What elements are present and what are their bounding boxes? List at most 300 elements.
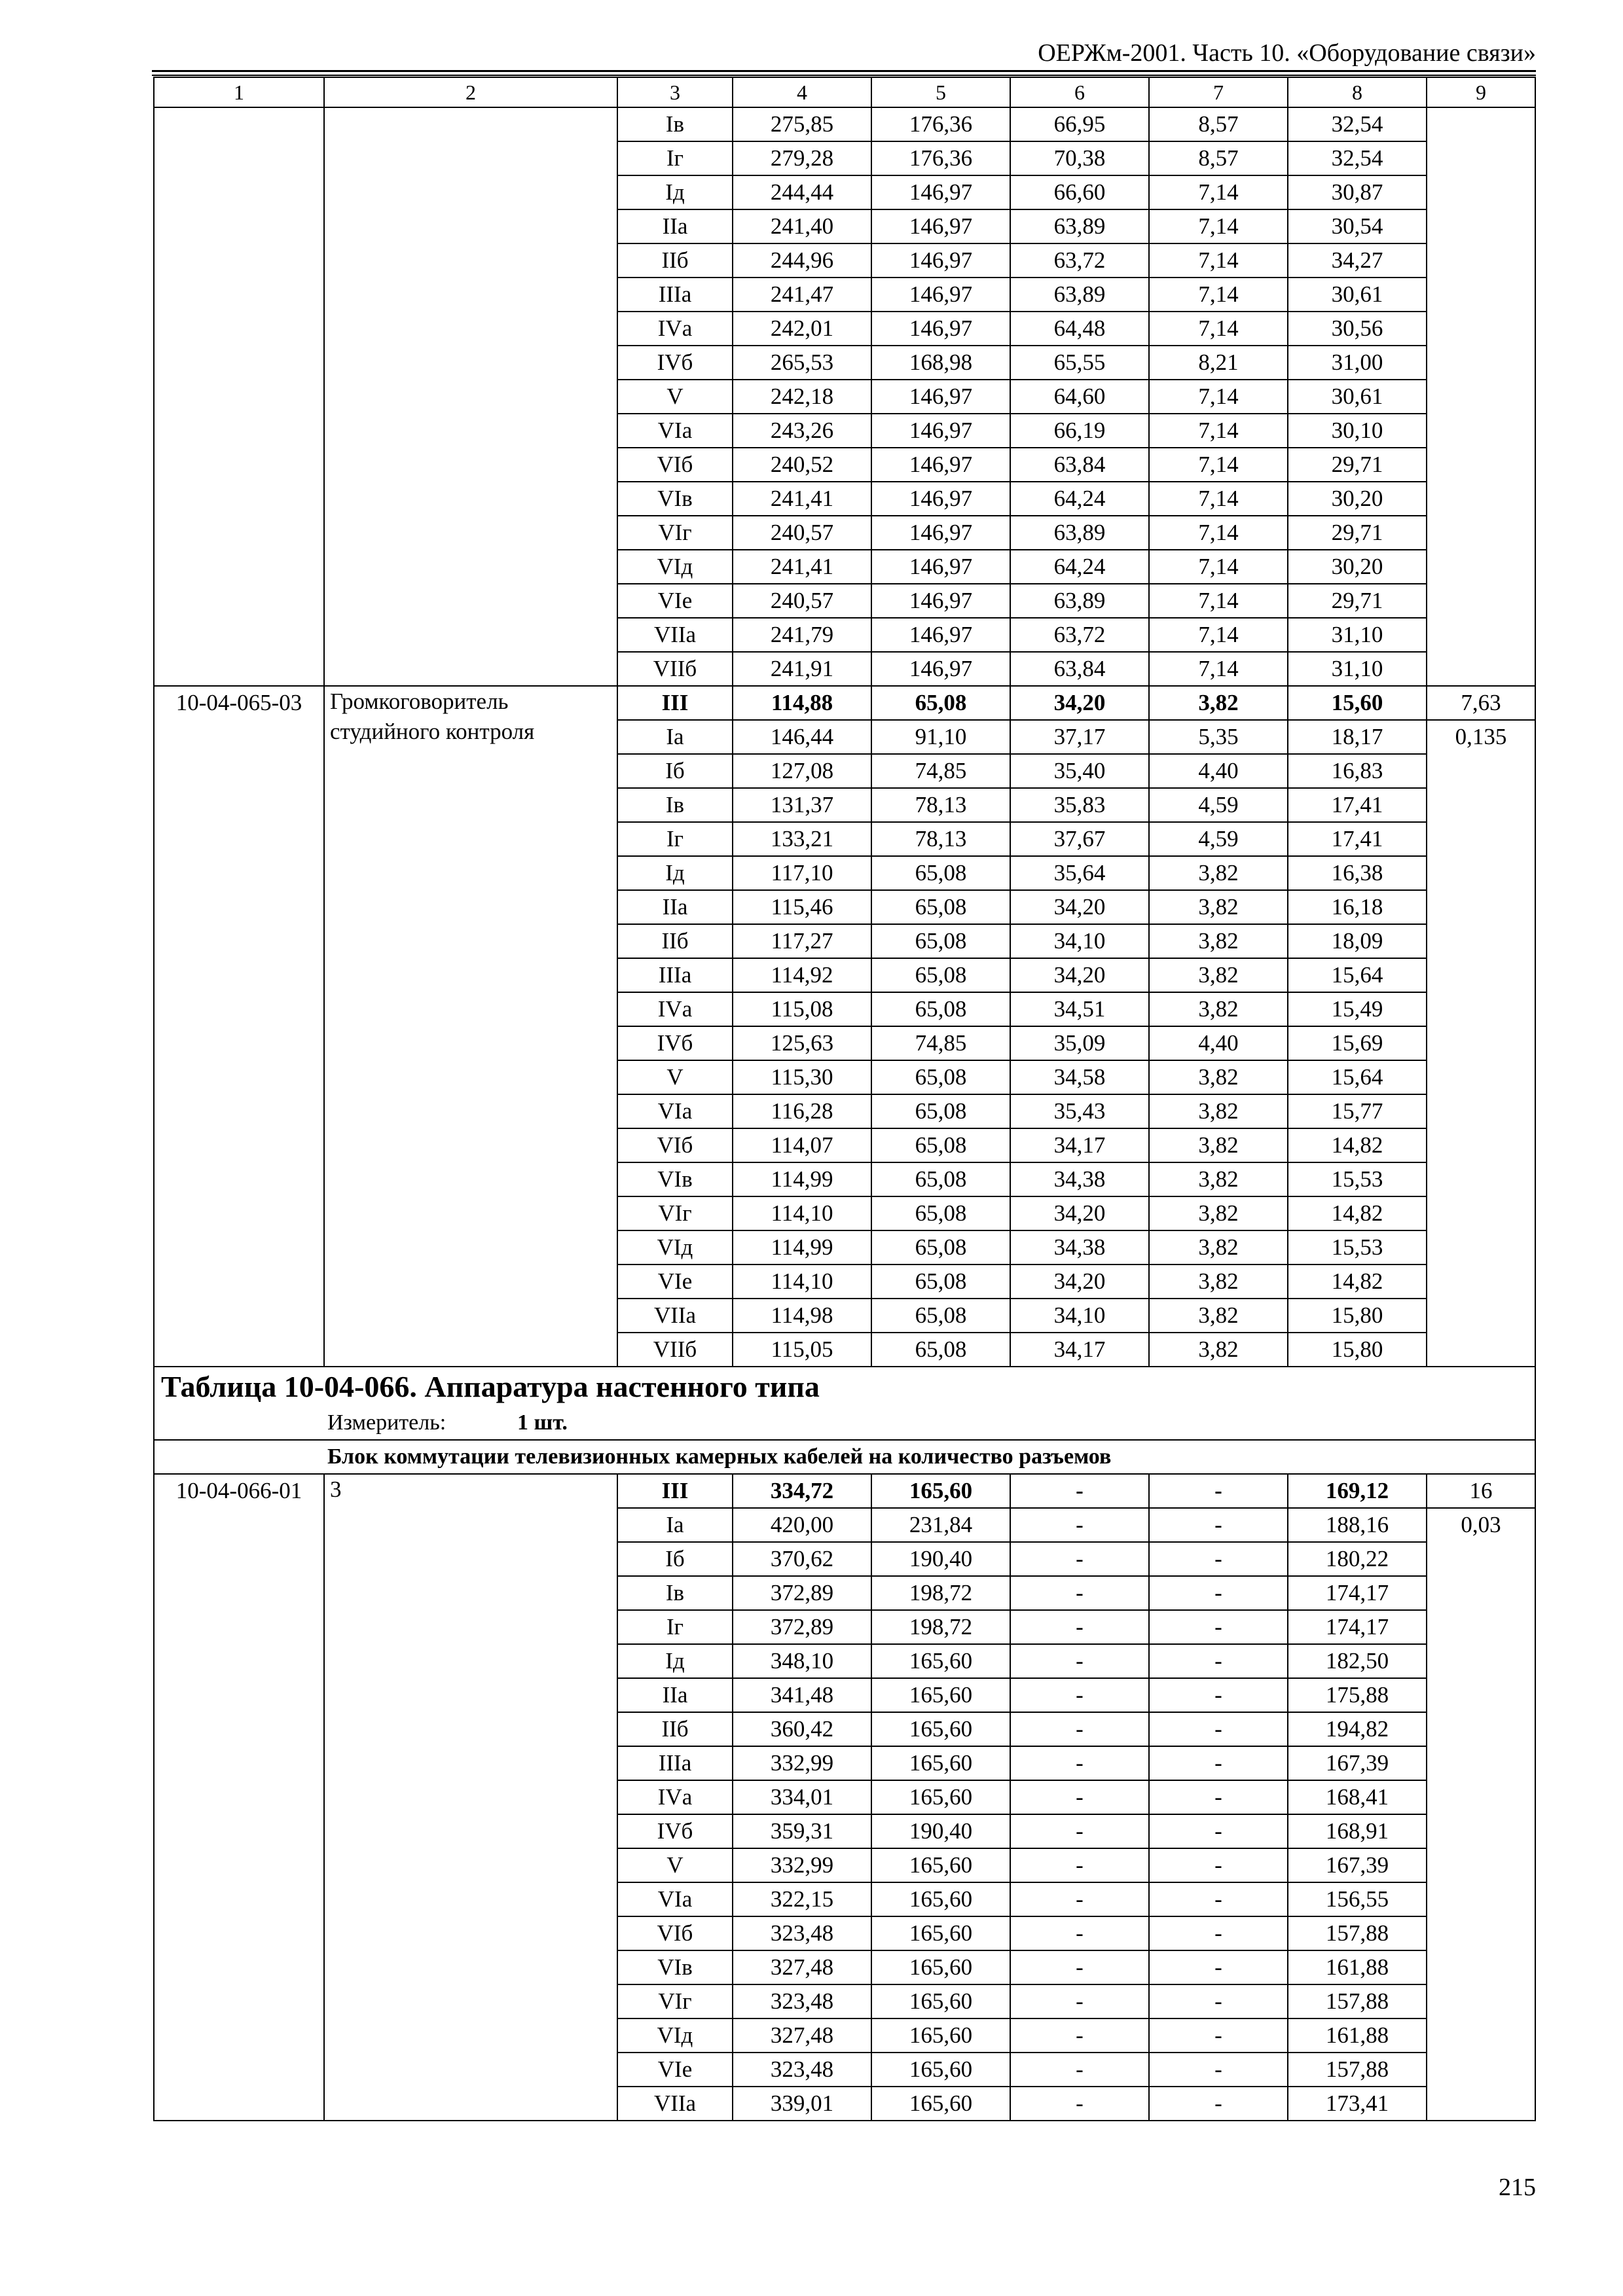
value-cell: - bbox=[1149, 1610, 1288, 1644]
value-cell: 7,14 bbox=[1149, 243, 1288, 278]
value-cell: 63,84 bbox=[1010, 448, 1149, 482]
value-cell: 168,91 bbox=[1288, 1814, 1427, 1848]
value-cell: 74,85 bbox=[871, 1026, 1010, 1060]
column-number: 1 bbox=[154, 77, 324, 107]
value-cell: 161,88 bbox=[1288, 1950, 1427, 1984]
value-cell: 7,14 bbox=[1149, 380, 1288, 414]
column-number: 5 bbox=[871, 77, 1010, 107]
measure-row bbox=[154, 1407, 1535, 1440]
value-cell: 3,82 bbox=[1149, 1060, 1288, 1094]
table-row bbox=[154, 686, 1535, 720]
value-cell: 173,41 bbox=[1288, 2087, 1427, 2121]
value-cell: 176,36 bbox=[871, 107, 1010, 141]
value-cell: 30,61 bbox=[1288, 278, 1427, 312]
value-cell: 74,85 bbox=[871, 754, 1010, 788]
value-cell: - bbox=[1010, 1916, 1149, 1950]
value-cell: 34,10 bbox=[1010, 924, 1149, 958]
value-cell: 165,60 bbox=[871, 1712, 1010, 1746]
value-cell: - bbox=[1149, 1848, 1288, 1882]
value-cell: 240,52 bbox=[733, 448, 871, 482]
value-cell: 114,92 bbox=[733, 958, 871, 992]
value-cell: 14,82 bbox=[1288, 1265, 1427, 1299]
value-cell: - bbox=[1149, 2018, 1288, 2053]
value-cell: 65,08 bbox=[871, 992, 1010, 1026]
running-header: ОЕРЖм-2001. Часть 10. «Оборудование связи» bbox=[1038, 39, 1536, 67]
value-cell: - bbox=[1149, 1780, 1288, 1814]
name-cell-empty bbox=[324, 107, 617, 686]
value-cell: 370,62 bbox=[733, 1542, 871, 1576]
zone-cell: IIIа bbox=[617, 1746, 733, 1780]
column-number: 4 bbox=[733, 77, 871, 107]
value-cell: 156,55 bbox=[1288, 1882, 1427, 1916]
value-cell: 241,91 bbox=[733, 652, 871, 686]
value-cell: 231,84 bbox=[871, 1508, 1010, 1542]
zone-cell: Iа bbox=[617, 1508, 733, 1542]
code-cell-empty bbox=[154, 107, 324, 686]
zone-cell: VIа bbox=[617, 414, 733, 448]
value-cell: 146,97 bbox=[871, 448, 1010, 482]
table-title-row bbox=[154, 1367, 1535, 1407]
zone-cell: IVа bbox=[617, 312, 733, 346]
value-cell: 64,48 bbox=[1010, 312, 1149, 346]
value-cell: 334,01 bbox=[733, 1780, 871, 1814]
zone-cell: IVб bbox=[617, 1814, 733, 1848]
table-row bbox=[154, 107, 1535, 141]
zone-cell: VIе bbox=[617, 584, 733, 618]
value-cell: - bbox=[1149, 2053, 1288, 2087]
value-cell: 114,99 bbox=[733, 1230, 871, 1265]
zone-cell: IIа bbox=[617, 209, 733, 243]
zone-cell: VIб bbox=[617, 1916, 733, 1950]
item-name: Громкоговоритель студийного контроля bbox=[324, 686, 617, 1367]
value-cell: 117,27 bbox=[733, 924, 871, 958]
zone-cell: VIIа bbox=[617, 2087, 733, 2121]
zone-cell: Iг bbox=[617, 141, 733, 175]
value-cell: 114,10 bbox=[733, 1265, 871, 1299]
value-cell: 372,89 bbox=[733, 1576, 871, 1610]
value-cell: 3,82 bbox=[1149, 856, 1288, 890]
value-cell: 18,09 bbox=[1288, 924, 1427, 958]
value-cell: 198,72 bbox=[871, 1610, 1010, 1644]
value-cell: 114,10 bbox=[733, 1196, 871, 1230]
value-cell: 146,97 bbox=[871, 652, 1010, 686]
value-cell: 3,82 bbox=[1149, 1333, 1288, 1367]
value-cell: 65,08 bbox=[871, 1299, 1010, 1333]
value-cell: 114,98 bbox=[733, 1299, 871, 1333]
column-number: 8 bbox=[1288, 77, 1427, 107]
value-cell: 7,14 bbox=[1149, 448, 1288, 482]
value-cell: 8,57 bbox=[1149, 107, 1288, 141]
value-cell: 63,72 bbox=[1010, 618, 1149, 652]
zone-cell: VIб bbox=[617, 1128, 733, 1162]
value-cell: 146,97 bbox=[871, 618, 1010, 652]
value-cell: 37,67 bbox=[1010, 822, 1149, 856]
value-cell: 372,89 bbox=[733, 1610, 871, 1644]
value-cell: 165,60 bbox=[871, 1984, 1010, 2018]
value-cell: - bbox=[1010, 1508, 1149, 1542]
value-cell: 31,10 bbox=[1288, 652, 1427, 686]
zone-cell: Iд bbox=[617, 175, 733, 209]
value-cell: 146,97 bbox=[871, 312, 1010, 346]
value-cell: - bbox=[1149, 1984, 1288, 2018]
value-cell: 165,60 bbox=[871, 1950, 1010, 1984]
value-cell: 34,10 bbox=[1010, 1299, 1149, 1333]
value-cell: - bbox=[1149, 1916, 1288, 1950]
value-cell: 29,71 bbox=[1288, 584, 1427, 618]
value-cell: 18,17 bbox=[1288, 720, 1427, 754]
value-cell: - bbox=[1010, 1814, 1149, 1848]
value-cell: 34,20 bbox=[1010, 1196, 1149, 1230]
value-cell: 165,60 bbox=[871, 1882, 1010, 1916]
value-cell: 34,38 bbox=[1010, 1162, 1149, 1196]
value-cell: 323,48 bbox=[733, 2053, 871, 2087]
zone-cell: IVб bbox=[617, 346, 733, 380]
value-cell: 165,60 bbox=[871, 1746, 1010, 1780]
value-cell: 65,08 bbox=[871, 1333, 1010, 1367]
value-cell: 275,85 bbox=[733, 107, 871, 141]
value-cell: 3,82 bbox=[1149, 1299, 1288, 1333]
value-cell: 65,08 bbox=[871, 1094, 1010, 1128]
value-cell: 4,40 bbox=[1149, 754, 1288, 788]
value-cell: - bbox=[1010, 1576, 1149, 1610]
value-cell: 241,47 bbox=[733, 278, 871, 312]
value-cell: 198,72 bbox=[871, 1576, 1010, 1610]
zone-cell: VIIа bbox=[617, 618, 733, 652]
zone-cell: VIг bbox=[617, 1196, 733, 1230]
zone-cell: VIд bbox=[617, 550, 733, 584]
value-cell: 190,40 bbox=[871, 1814, 1010, 1848]
value-cell: 242,01 bbox=[733, 312, 871, 346]
value-cell: - bbox=[1010, 1984, 1149, 2018]
value-cell: 7,14 bbox=[1149, 618, 1288, 652]
zone-cell: VIе bbox=[617, 2053, 733, 2087]
value-cell: 7,14 bbox=[1149, 584, 1288, 618]
header-rule-thin bbox=[152, 75, 1536, 76]
zone-cell: IIа bbox=[617, 1678, 733, 1712]
value-cell: 65,08 bbox=[871, 1060, 1010, 1094]
value-cell: 165,60 bbox=[871, 1780, 1010, 1814]
zone-cell: VIIб bbox=[617, 652, 733, 686]
value-cell: 7,14 bbox=[1149, 482, 1288, 516]
value-cell: 15,80 bbox=[1288, 1299, 1427, 1333]
value-cell: 174,17 bbox=[1288, 1576, 1427, 1610]
value-cell: 17,41 bbox=[1288, 822, 1427, 856]
zone-cell: IIа bbox=[617, 890, 733, 924]
value-cell: 3,82 bbox=[1149, 992, 1288, 1026]
value-cell: - bbox=[1149, 2087, 1288, 2121]
value-cell: - bbox=[1010, 1746, 1149, 1780]
value-cell: - bbox=[1010, 1678, 1149, 1712]
column-number: 2 bbox=[324, 77, 617, 107]
value-cell: - bbox=[1149, 1882, 1288, 1916]
value-cell: 3,82 bbox=[1149, 958, 1288, 992]
value-cell: 34,38 bbox=[1010, 1230, 1149, 1265]
value-cell: 63,89 bbox=[1010, 584, 1149, 618]
zone-cell: VIд bbox=[617, 2018, 733, 2053]
zone-cell: VIд bbox=[617, 1230, 733, 1265]
value-cell: 114,07 bbox=[733, 1128, 871, 1162]
value-cell: 169,12 bbox=[1288, 1474, 1427, 1508]
value-cell: 3,82 bbox=[1149, 1196, 1288, 1230]
value-cell: 165,60 bbox=[871, 1678, 1010, 1712]
measure-label: Измеритель: bbox=[327, 1410, 447, 1435]
value-cell: 65,08 bbox=[871, 1162, 1010, 1196]
value-cell: 15,49 bbox=[1288, 992, 1427, 1026]
value-cell: 8,57 bbox=[1149, 141, 1288, 175]
value-cell: 29,71 bbox=[1288, 448, 1427, 482]
value-cell: 332,99 bbox=[733, 1746, 871, 1780]
item-name: 3 bbox=[324, 1474, 617, 2121]
value-cell: 334,72 bbox=[733, 1474, 871, 1508]
value-cell: 131,37 bbox=[733, 788, 871, 822]
value-cell: 15,77 bbox=[1288, 1094, 1427, 1128]
value-cell: - bbox=[1010, 1848, 1149, 1882]
value-cell: 63,84 bbox=[1010, 652, 1149, 686]
zone-cell: VIг bbox=[617, 516, 733, 550]
value-cell: 116,28 bbox=[733, 1094, 871, 1128]
value-cell: 165,60 bbox=[871, 1644, 1010, 1678]
value-cell: 146,97 bbox=[871, 414, 1010, 448]
value-cell: - bbox=[1149, 1576, 1288, 1610]
value-cell: - bbox=[1010, 2018, 1149, 2053]
value-cell: 7,14 bbox=[1149, 312, 1288, 346]
value-cell: - bbox=[1010, 1474, 1149, 1508]
value-cell: 16,38 bbox=[1288, 856, 1427, 890]
column-number: 6 bbox=[1010, 77, 1149, 107]
zone-cell: VIа bbox=[617, 1882, 733, 1916]
value-cell: 174,17 bbox=[1288, 1610, 1427, 1644]
header-rule-thick bbox=[152, 70, 1536, 72]
value-cell: 360,42 bbox=[733, 1712, 871, 1746]
zone-cell: Iд bbox=[617, 856, 733, 890]
zone-cell: IIIа bbox=[617, 958, 733, 992]
value-cell: 7,14 bbox=[1149, 652, 1288, 686]
value-cell: - bbox=[1149, 1678, 1288, 1712]
value-cell: 64,24 bbox=[1010, 550, 1149, 584]
col9-bottom: 0,135 bbox=[1427, 720, 1535, 1367]
col9-top: 16 bbox=[1427, 1474, 1535, 1508]
value-cell: 3,82 bbox=[1149, 890, 1288, 924]
value-cell: 4,40 bbox=[1149, 1026, 1288, 1060]
value-cell: 34,27 bbox=[1288, 243, 1427, 278]
measure-value: 1 шт. bbox=[517, 1410, 568, 1435]
value-cell: 7,14 bbox=[1149, 414, 1288, 448]
value-cell: 32,54 bbox=[1288, 141, 1427, 175]
value-cell: 168,41 bbox=[1288, 1780, 1427, 1814]
value-cell: 115,30 bbox=[733, 1060, 871, 1094]
value-cell: 15,64 bbox=[1288, 1060, 1427, 1094]
value-cell: 35,43 bbox=[1010, 1094, 1149, 1128]
value-cell: - bbox=[1010, 1780, 1149, 1814]
value-cell: 146,97 bbox=[871, 516, 1010, 550]
value-cell: 341,48 bbox=[733, 1678, 871, 1712]
value-cell: 244,96 bbox=[733, 243, 871, 278]
value-cell: 14,82 bbox=[1288, 1128, 1427, 1162]
value-cell: 168,98 bbox=[871, 346, 1010, 380]
value-cell: 78,13 bbox=[871, 822, 1010, 856]
value-cell: 37,17 bbox=[1010, 720, 1149, 754]
value-cell: - bbox=[1010, 2053, 1149, 2087]
value-cell: 133,21 bbox=[733, 822, 871, 856]
value-cell: 15,53 bbox=[1288, 1230, 1427, 1265]
value-cell: 3,82 bbox=[1149, 686, 1288, 720]
item-code: 10-04-065-03 bbox=[154, 686, 324, 1367]
value-cell: 146,97 bbox=[871, 209, 1010, 243]
page-number: 215 bbox=[1499, 2174, 1536, 2201]
value-cell: 7,14 bbox=[1149, 209, 1288, 243]
value-cell: 65,08 bbox=[871, 856, 1010, 890]
value-cell: 188,16 bbox=[1288, 1508, 1427, 1542]
value-cell: 4,59 bbox=[1149, 822, 1288, 856]
value-cell: 30,20 bbox=[1288, 482, 1427, 516]
value-cell: 30,10 bbox=[1288, 414, 1427, 448]
value-cell: 65,08 bbox=[871, 890, 1010, 924]
item-code: 10-04-066-01 bbox=[154, 1474, 324, 2121]
value-cell: 3,82 bbox=[1149, 1128, 1288, 1162]
value-cell: - bbox=[1149, 1950, 1288, 1984]
value-cell: 3,82 bbox=[1149, 1265, 1288, 1299]
value-cell: 157,88 bbox=[1288, 2053, 1427, 2087]
value-cell: 180,22 bbox=[1288, 1542, 1427, 1576]
value-cell: 35,09 bbox=[1010, 1026, 1149, 1060]
zone-cell: IIб bbox=[617, 924, 733, 958]
value-cell: 30,20 bbox=[1288, 550, 1427, 584]
value-cell: 241,41 bbox=[733, 482, 871, 516]
value-cell: - bbox=[1149, 1474, 1288, 1508]
value-cell: 65,08 bbox=[871, 1196, 1010, 1230]
value-cell: 63,72 bbox=[1010, 243, 1149, 278]
value-cell: 34,51 bbox=[1010, 992, 1149, 1026]
value-cell: 3,82 bbox=[1149, 1230, 1288, 1265]
value-cell: 165,60 bbox=[871, 1916, 1010, 1950]
value-cell: 167,39 bbox=[1288, 1746, 1427, 1780]
value-cell: 7,14 bbox=[1149, 550, 1288, 584]
value-cell: - bbox=[1010, 1882, 1149, 1916]
value-cell: 35,40 bbox=[1010, 754, 1149, 788]
value-cell: 241,40 bbox=[733, 209, 871, 243]
value-cell: 66,19 bbox=[1010, 414, 1149, 448]
value-cell: 30,56 bbox=[1288, 312, 1427, 346]
value-cell: 279,28 bbox=[733, 141, 871, 175]
value-cell: 64,60 bbox=[1010, 380, 1149, 414]
zone-cell: IVб bbox=[617, 1026, 733, 1060]
value-cell: 34,20 bbox=[1010, 890, 1149, 924]
value-cell: 323,48 bbox=[733, 1916, 871, 1950]
value-cell: 8,21 bbox=[1149, 346, 1288, 380]
value-cell: 157,88 bbox=[1288, 1984, 1427, 2018]
table-title: Таблица 10-04-066. Аппаратура настенного типа bbox=[154, 1367, 1535, 1407]
value-cell: 91,10 bbox=[871, 720, 1010, 754]
value-cell: 115,46 bbox=[733, 890, 871, 924]
zone-cell: VIв bbox=[617, 1162, 733, 1196]
value-cell: 15,60 bbox=[1288, 686, 1427, 720]
value-cell: 241,79 bbox=[733, 618, 871, 652]
zone-cell: VIе bbox=[617, 1265, 733, 1299]
value-cell: - bbox=[1010, 1610, 1149, 1644]
value-cell: 244,44 bbox=[733, 175, 871, 209]
value-cell: - bbox=[1010, 1542, 1149, 1576]
zone-cell: IIб bbox=[617, 1712, 733, 1746]
value-cell: 114,88 bbox=[733, 686, 871, 720]
value-cell: 420,00 bbox=[733, 1508, 871, 1542]
value-cell: - bbox=[1149, 1508, 1288, 1542]
value-cell: 146,97 bbox=[871, 175, 1010, 209]
value-cell: - bbox=[1010, 1950, 1149, 1984]
value-cell: 327,48 bbox=[733, 2018, 871, 2053]
value-cell: 7,14 bbox=[1149, 516, 1288, 550]
value-cell: 242,18 bbox=[733, 380, 871, 414]
zone-cell: VIв bbox=[617, 482, 733, 516]
zone-cell: IVа bbox=[617, 992, 733, 1026]
value-cell: 34,58 bbox=[1010, 1060, 1149, 1094]
value-cell: 240,57 bbox=[733, 516, 871, 550]
zone-cell: Iв bbox=[617, 1576, 733, 1610]
value-cell: - bbox=[1149, 1746, 1288, 1780]
zone-cell: Iд bbox=[617, 1644, 733, 1678]
value-cell: 34,20 bbox=[1010, 1265, 1149, 1299]
zone-cell: VIа bbox=[617, 1094, 733, 1128]
value-cell: 125,63 bbox=[733, 1026, 871, 1060]
zone-cell: V bbox=[617, 380, 733, 414]
value-cell: - bbox=[1149, 1712, 1288, 1746]
zone-cell: VIб bbox=[617, 448, 733, 482]
value-cell: 243,26 bbox=[733, 414, 871, 448]
value-cell: 157,88 bbox=[1288, 1916, 1427, 1950]
value-cell: 332,99 bbox=[733, 1848, 871, 1882]
value-cell: 17,41 bbox=[1288, 788, 1427, 822]
section-title-row bbox=[154, 1440, 1535, 1474]
value-cell: 29,71 bbox=[1288, 516, 1427, 550]
zone-cell: III bbox=[617, 1474, 733, 1508]
value-cell: 265,53 bbox=[733, 346, 871, 380]
value-cell: 165,60 bbox=[871, 2018, 1010, 2053]
col9-cell-empty bbox=[1427, 107, 1535, 686]
value-cell: 241,41 bbox=[733, 550, 871, 584]
price-table bbox=[153, 77, 1536, 2121]
value-cell: 3,82 bbox=[1149, 1094, 1288, 1128]
value-cell: 30,61 bbox=[1288, 380, 1427, 414]
value-cell: 182,50 bbox=[1288, 1644, 1427, 1678]
column-number: 3 bbox=[617, 77, 733, 107]
value-cell: 15,64 bbox=[1288, 958, 1427, 992]
value-cell: 70,38 bbox=[1010, 141, 1149, 175]
value-cell: 3,82 bbox=[1149, 1162, 1288, 1196]
value-cell: 63,89 bbox=[1010, 516, 1149, 550]
col9-top: 7,63 bbox=[1427, 686, 1535, 720]
value-cell: 65,55 bbox=[1010, 346, 1149, 380]
value-cell: 165,60 bbox=[871, 1474, 1010, 1508]
value-cell: 66,60 bbox=[1010, 175, 1149, 209]
column-number: 9 bbox=[1427, 77, 1535, 107]
value-cell: 65,08 bbox=[871, 924, 1010, 958]
value-cell: 165,60 bbox=[871, 1848, 1010, 1882]
value-cell: 65,08 bbox=[871, 958, 1010, 992]
value-cell: - bbox=[1149, 1644, 1288, 1678]
value-cell: 63,89 bbox=[1010, 209, 1149, 243]
value-cell: 16,18 bbox=[1288, 890, 1427, 924]
value-cell: 5,35 bbox=[1149, 720, 1288, 754]
value-cell: 146,97 bbox=[871, 380, 1010, 414]
value-cell: 15,80 bbox=[1288, 1333, 1427, 1367]
value-cell: 359,31 bbox=[733, 1814, 871, 1848]
value-cell: 15,69 bbox=[1288, 1026, 1427, 1060]
value-cell: 114,99 bbox=[733, 1162, 871, 1196]
zone-cell: Iб bbox=[617, 1542, 733, 1576]
value-cell: 14,82 bbox=[1288, 1196, 1427, 1230]
value-cell: 190,40 bbox=[871, 1542, 1010, 1576]
column-number: 7 bbox=[1149, 77, 1288, 107]
value-cell: 7,14 bbox=[1149, 175, 1288, 209]
